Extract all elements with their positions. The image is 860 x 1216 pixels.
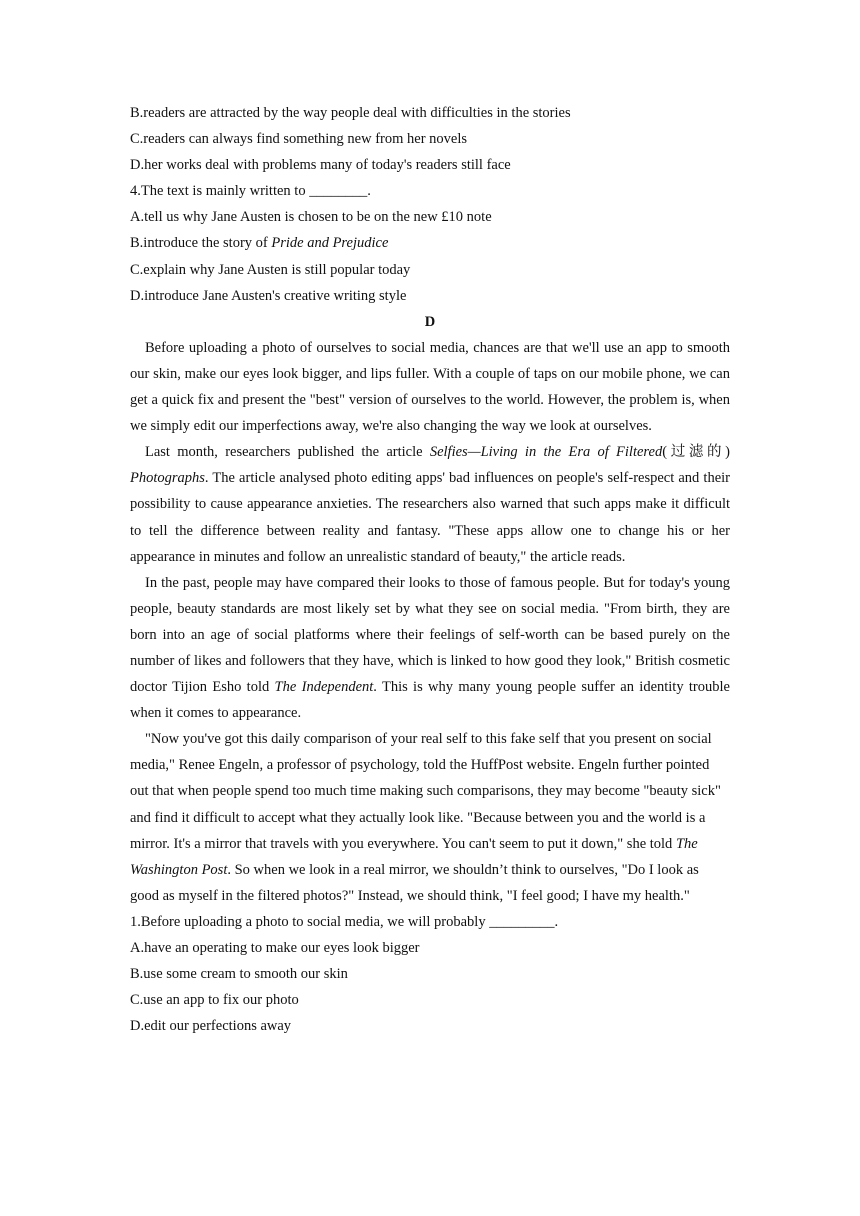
p4-text-a: "Now you've got this daily comparison of your real self to this fake self that you present on social media," Renee Engeln, a professor of psychology, told the HuffPost website. Engeln further pointed out that when people spend too much time making such comparisons, they may become "beauty sick" and find it difficult to accept what they actually look like. "Because between you and the world is a mirror. It's a mirror that travels with you everywhere. You can't seem to put it down," she told xyxy=(130,731,721,852)
book-title: Pride and Prejudice xyxy=(271,235,389,252)
question-4-option-d: D.introduce Jane Austen's creative writing style xyxy=(130,287,407,304)
question-1-stem: 1.Before uploading a photo to social media, we will probably _________. xyxy=(130,913,559,930)
question-1-option-d: D.edit our perfections away xyxy=(130,1018,292,1035)
option-c-prev: C.readers can always find something new from her novels xyxy=(130,131,468,148)
article-title: Selfies—Living in the Era of Filtered xyxy=(429,444,663,461)
question-1-option-a: A.have an operating to make our eyes look bigger xyxy=(130,940,420,956)
chinese-gloss: (过滤的) xyxy=(662,444,730,461)
p3-text-b: . This is why many young people suffer an identity trouble when it comes to appearance. xyxy=(130,679,730,722)
passage-paragraph-3 xyxy=(130,570,730,727)
question-4-option-c: C.explain why Jane Austen is still popular today xyxy=(130,261,411,278)
source-washington-post: The Washington Post xyxy=(130,835,698,878)
p3-text-a: In the past, people may have compared their looks to those of famous people. But for today's young people, beauty standards are most likely set by what they see on social media. "From birth, they are born into an age of social platforms where their feelings of self-worth can be based purely on the number of likes and followers that they have, which is linked to how good they look," British cosmetic doctor Tijion Esho told xyxy=(130,574,730,696)
passage-paragraph-1: Before uploading a photo of ourselves to social media, chances are that we'll use an app to smooth our skin, make our eyes look bigger, and lips fuller. With a couple of taps on our mobile phone, we can get a quick fix and present the "best" version of ourselves to the world. However, the problem is, when we simply edit our imperfections away, we're also changing the way we look at ourselves. xyxy=(130,339,730,435)
p2-text-b: . The article analysed photo editing apps' bad influences on people's self-respect and their possibility to cause appearance anxieties. The researchers also warned that such apps make it difficult to tell the difference between reality and fantasy. "These apps allow one to change his or her appearance in minutes and follow an unrealistic standard of beauty," the article reads. xyxy=(130,470,730,565)
option-d-prev: D.her works deal with problems many of today's readers still face xyxy=(130,157,511,174)
p4-text-b: . So when we look in a real mirror, we shouldn’t think to ourselves, "Do I look as good as myself in the filtered photos?" Instead, we should think, "I feel good; I have my health." xyxy=(130,861,699,904)
question-4-stem: 4.The text is mainly written to ________. xyxy=(130,183,371,200)
question-1-option-c: C.use an app to fix our photo xyxy=(130,992,299,1009)
option-b-prev: B.readers are attracted by the way people deal with difficulties in the stories xyxy=(130,105,571,121)
p2-text-a: Last month, researchers published the article xyxy=(145,444,430,461)
section-heading: D xyxy=(424,313,436,330)
question-1-option-b: B.use some cream to smooth our skin xyxy=(130,966,348,983)
question-4-option-a: A.tell us why Jane Austen is chosen to be on the new £10 note xyxy=(130,209,492,226)
article-title-cont: Photographs xyxy=(130,470,205,487)
passage-paragraph-4 xyxy=(130,726,730,909)
document-page xyxy=(130,100,730,1039)
passage-paragraph-2 xyxy=(130,439,730,569)
question-4-option-b xyxy=(130,230,730,256)
question-4-option-b-text: B.introduce the story of xyxy=(130,235,272,252)
source-independent: The Independent xyxy=(274,679,374,696)
